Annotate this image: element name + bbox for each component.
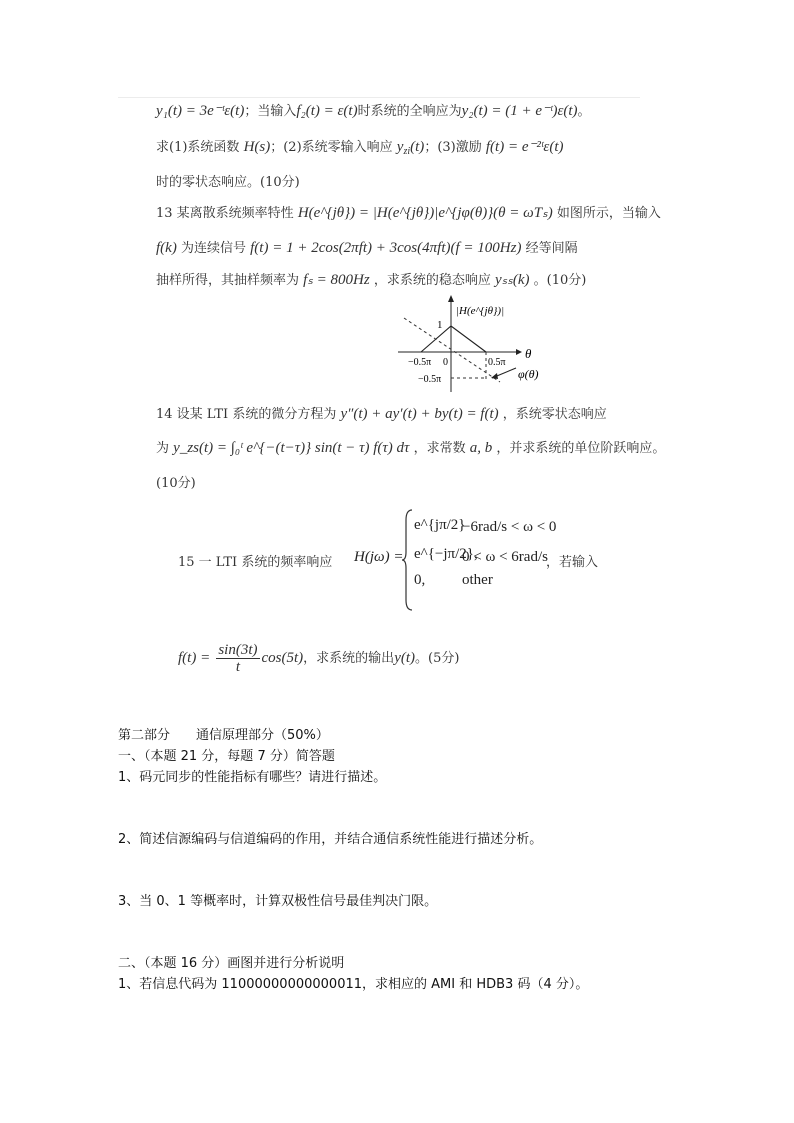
q15-math-f: f(t) = <box>178 650 211 666</box>
q14-line3: (10分) <box>156 476 196 491</box>
q15-case2-value: e^{−jπ/2}, <box>414 546 478 562</box>
q13-line2 <box>156 237 578 257</box>
q15-brace <box>402 508 414 612</box>
q14-math-ode: y″(t) + ay′(t) + by(t) = f(t) <box>340 406 499 422</box>
frequency-response-figure <box>388 292 548 396</box>
q14-line2-c: ，并求系统的单位阶跃响应。 <box>496 441 666 456</box>
q15-math-cos: cos(5t) <box>261 650 304 666</box>
q12-math-yzi: y <box>396 139 404 155</box>
q13-line1 <box>156 202 661 222</box>
q13-math-H: H(e^{jθ}) = |H(e^{jθ})|e^{jφ(θ)}(θ = ωTₛ) <box>297 205 553 221</box>
magnitude-curve <box>421 326 486 352</box>
q15-case3-condition: other <box>462 572 493 588</box>
q15-suffix: ，若输入 <box>546 555 599 570</box>
label-half-pi: 0.5π <box>488 357 506 368</box>
q14-line2-a: 为 <box>156 441 170 456</box>
q12-text-end: 。 <box>577 104 591 119</box>
s1-question1: 1、码元同步的性能指标有哪些？请进行描述。 <box>118 770 387 785</box>
q13-line1-b: 如图所示，当输入 <box>556 206 661 221</box>
s2-question1: 1、若信息代码为 11000000000000011，求相应的 AMI 和 HDB3 码（4 分）。 <box>118 977 589 992</box>
q12-math-Hs: H(s) <box>243 139 271 155</box>
vertical-axis-arrow <box>448 295 454 302</box>
q13-line3 <box>156 269 586 289</box>
q12-line1 <box>156 100 591 120</box>
q15-fraction <box>216 642 259 675</box>
theta-axis-arrow <box>516 349 522 355</box>
s1-question2: 2、简述信源编码与信道编码的作用，并结合通信系统性能进行描述分析。 <box>118 832 543 847</box>
q15-H: H(jω) = <box>354 549 404 565</box>
q14-math-ab: a, b <box>469 440 493 456</box>
label-H: |H(e^{jθ})| <box>456 305 505 317</box>
q12-line3: 时的零状态响应。(10分) <box>156 175 300 190</box>
q13-math-fs: fₛ = 800Hz <box>303 272 370 288</box>
q14-line1-a: 14 设某 LTI 系统的微分方程为 <box>156 407 337 422</box>
q14-line1-b: ，系统零状态响应 <box>502 407 607 422</box>
q15-case1-condition: −6rad/s < ω < 0 <box>462 519 557 535</box>
q12-text-a: ；当输入 <box>244 104 297 119</box>
q12-math-y2: y₂(t) = (1 + e⁻ᵗ)ε(t) <box>461 103 578 119</box>
q15-line2 <box>178 642 459 675</box>
q12-math-yzi-arg: (t) <box>410 139 425 155</box>
q13-line3-a: 抽样所得，其抽样频率为 <box>156 273 300 288</box>
q12-math-f2: f₂(t) = ε(t) <box>296 103 358 119</box>
phi-pointer-arrow <box>491 373 498 379</box>
q15-fraction-denominator: t <box>235 659 241 675</box>
q15-case1-value: e^{jπ/2} <box>414 517 466 533</box>
q14-line2 <box>156 437 665 457</box>
q15-line2-text: ，求系统的输出 <box>303 651 395 666</box>
s1-question3: 3、当 0、1 等概率时，计算双极性信号最佳判决门限。 <box>118 894 438 909</box>
q12-line2 <box>156 136 563 157</box>
q12-line2-c: ；(3)激励 <box>424 140 482 155</box>
q13-line3-b: ，求系统的稳态响应 <box>373 273 491 288</box>
q12-line2-b: ；(2)系统零输入响应 <box>270 140 393 155</box>
q14-math-yzs: y_zs(t) = ∫₀ᵗ e^{−(t−τ)} sin(t − τ) f(τ) dτ <box>173 440 410 456</box>
q12-math-yzi-sub: zi <box>403 146 411 157</box>
top-rule <box>118 97 640 98</box>
q13-line2-a: 为连续信号 <box>180 241 246 256</box>
part2-heading: 第二部分 通信原理部分（50%） <box>118 728 329 743</box>
q13-line3-c: 。(10分) <box>533 273 587 288</box>
q14-line1 <box>156 403 607 423</box>
q13-line2-b: 经等间隔 <box>525 241 578 256</box>
label-phi: φ(θ) <box>518 367 539 381</box>
q15-math-y: y(t) <box>394 650 416 666</box>
q12-line2-a: 求(1)系统函数 <box>156 140 240 155</box>
q13-math-ft: f(t) = 1 + 2cos(2πft) + 3cos(4πft)(f = 100Hz) <box>250 240 522 256</box>
q15-fraction-numerator: sin(3t) <box>218 642 258 658</box>
q13-math-yss: yₛₛ(k) <box>495 272 530 288</box>
q15-prefix: 15 一 LTI 系统的频率响应 <box>178 555 333 570</box>
q13-line1-a: 13 某离散系统频率特性 <box>156 206 294 221</box>
q12-math-y1: y₁(t) = 3e⁻ᵗε(t) <box>156 103 245 119</box>
label-neg-half-pi-y: −0.5π <box>418 374 442 385</box>
section2-title: 二、（本题 16 分）画图并进行分析说明 <box>118 956 345 971</box>
q15-case3-value: 0, <box>414 572 426 588</box>
q15-case2-condition: 0 < ω < 6rad/s <box>462 549 548 565</box>
q13-math-fk: f(k) <box>156 240 177 256</box>
label-theta: θ <box>525 346 532 361</box>
q14-line2-b: ，求常数 <box>413 441 466 456</box>
label-neg-half-pi: −0.5π <box>408 357 432 368</box>
label-one: 1 <box>437 319 443 331</box>
q15-line2-end: 。(5分) <box>415 651 460 666</box>
q12-math-f: f(t) = e⁻²ᵗε(t) <box>485 139 564 155</box>
label-zero: 0 <box>443 357 448 368</box>
q12-text-b: 时系统的全响应为 <box>357 104 462 119</box>
section1-title: 一、（本题 21 分，每题 7 分）简答题 <box>118 749 335 764</box>
